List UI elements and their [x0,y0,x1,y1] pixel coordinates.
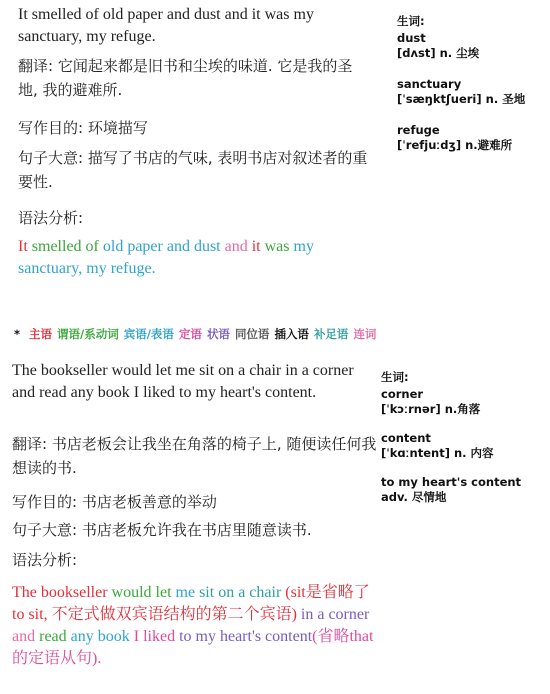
analysis-segment: I liked [133,628,180,645]
vocab-word: refuge [397,123,440,137]
legend-item: 定语 [178,327,202,341]
legend-item: 补足语 [313,327,349,341]
analysis-segment: old paper and dust [102,238,225,255]
grammar-analysis-1 [18,236,376,280]
vocab-entry [397,31,547,61]
vocab-word: to my heart's content [381,475,522,489]
vocab-panel-2 [381,370,547,515]
analysis-segment: any book [70,628,134,645]
vocab-definition: adv. 尽情地 [381,490,447,504]
vocab-entry [381,475,547,505]
vocab-definition: [ˈkɑːntent] n. 内容 [381,446,494,460]
sentence-2: The bookseller would let me sit on a chair in a corner and read any book I liked to my heart's content. [12,362,354,401]
legend-item: 连词 [353,327,377,341]
vocab-entry [397,123,547,153]
analysis-segment: was [264,238,294,255]
meaning-2: 句子大意: 书店老板允许我在书店里随意读书. [12,521,312,539]
vocab-entry [397,77,547,107]
vocab-header-1: 生词: [397,14,425,28]
analysis-segment: (sit是省略了to sit, 不定式做双宾语结构的第二个宾语) [12,584,370,623]
analysis-segment: would let [111,584,176,601]
color-legend [14,326,544,342]
vocab-word: sanctuary [397,77,462,91]
vocab-definition: [ˈrefjuːdʒ] n.避难所 [397,138,513,152]
sentence-1: It smelled of old paper and dust and it was my sanctuary, my refuge. [18,6,314,45]
legend-item: 插入语 [274,327,309,341]
vocab-header-2: 生词: [381,370,409,384]
analysis-segment: and [224,238,252,255]
analysis-segment: smelled of [31,238,103,255]
analysis-segment: and [12,628,40,645]
analysis-segment: The bookseller [12,584,112,601]
legend-item: * [14,327,25,341]
purpose-1: 写作目的: 环境描写 [18,119,148,137]
vocab-panel-1 [397,14,547,163]
legend-item: 宾语/表语 [123,327,174,341]
analysis-segment: my sanctuary, my refuge. [18,238,314,277]
meaning-1: 句子大意: 描写了书店的气味, 表明书店对叙述者的重要性. [18,149,368,191]
translation-1: 翻译: 它闻起来都是旧书和尘埃的味道. 它是我的圣地, 我的避难所. [18,57,353,99]
legend-item: 状语 [206,327,230,341]
grammar-analysis-2 [12,582,382,670]
vocab-definition: [dʌst] n. 尘埃 [397,46,480,60]
analysis-segment: it [251,238,265,255]
vocab-entry [381,431,547,461]
vocab-definition: [ˈkɔːrnər] n.角落 [381,402,481,416]
analysis-segment: read [39,628,71,645]
vocab-definition: [ˈsæŋktʃueri] n. 圣地 [397,92,526,106]
analysis-segment: (省略that的定语从句). [12,628,374,667]
legend-item: 谓语/系动词 [57,327,119,341]
analysis-segment: It [18,238,32,255]
vocab-entry [381,387,547,417]
translation-2: 翻译: 书店老板会让我坐在角落的椅子上, 随便读任何我想读的书. [12,435,377,477]
legend-item: 主语 [29,327,53,341]
vocab-word: content [381,431,431,445]
purpose-2: 写作目的: 书店老板善意的举动 [12,493,217,511]
analysis-segment: in a corner [300,606,370,623]
analysis-segment: me [175,584,200,601]
analysis-segment: to my heart's content [179,628,313,645]
vocab-word: dust [397,31,426,45]
legend-item: 同位语 [234,327,270,341]
analysis-segment: sit on a chair [199,584,286,601]
vocab-word: corner [381,387,424,401]
grammar-label-1: 语法分析: [18,209,84,227]
grammar-label-2: 语法分析: [12,551,78,569]
